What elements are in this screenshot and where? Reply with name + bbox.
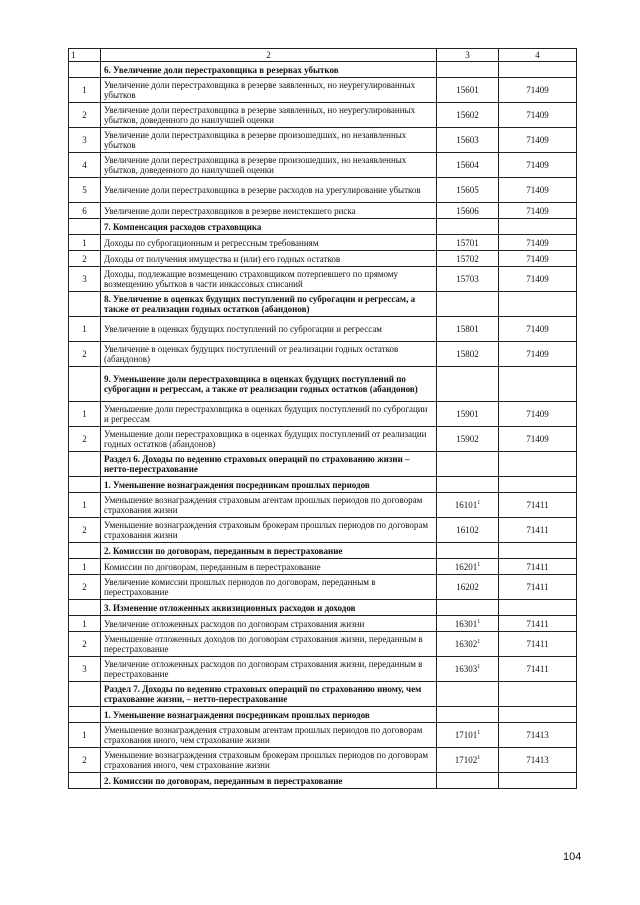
section-row: [69, 367, 577, 402]
row-description: [101, 493, 437, 518]
row-number-cell: [69, 452, 101, 477]
row-description-text: Увеличение в оценках будущих поступлений от реализации годных остатков (абандонов): [104, 344, 399, 364]
header-col-2: 2: [101, 49, 437, 62]
row-account: [499, 427, 577, 452]
row-account: [499, 251, 577, 267]
row-code-text: 16201: [454, 561, 478, 572]
row-account: [499, 518, 577, 543]
row-number-text: 3: [82, 664, 87, 674]
account-cell: [499, 543, 577, 559]
table-row: [69, 518, 577, 543]
section-title: [101, 477, 437, 493]
row-number-text: 2: [82, 110, 87, 120]
row-code-text: 15602: [456, 110, 479, 120]
row-account: [499, 493, 577, 518]
row-code: [437, 251, 499, 267]
section-title: [101, 62, 437, 78]
section-row: [69, 600, 577, 616]
row-description-text: Увеличение отложенных расходов по договорам страхования жизни, переданным в перестрахование: [104, 659, 423, 679]
row-code-text: 16102: [456, 525, 479, 535]
row-number-text: 1: [82, 85, 87, 95]
row-code-text: 17102: [454, 755, 478, 765]
row-code: [437, 78, 499, 103]
row-code-text: 15801: [456, 324, 479, 334]
section-title-text: 1. Уменьшение вознаграждения посредникам прошлых периодов: [104, 479, 370, 490]
row-number: [69, 559, 101, 575]
table-row: [69, 235, 577, 251]
table-row: [69, 657, 577, 682]
row-description: [101, 427, 437, 452]
code-cell: [437, 62, 499, 78]
row-code-text: 16202: [456, 582, 479, 592]
table-row: [69, 402, 577, 427]
row-number: [69, 203, 101, 219]
row-number: [69, 632, 101, 657]
code-cell: [437, 367, 499, 402]
section-title: [101, 292, 437, 317]
row-number: [69, 78, 101, 103]
row-number-text: 2: [82, 434, 87, 444]
row-description-text: Уменьшение доли перестраховщика в оценках будущих поступлений от реализации годных остатков (абандонов): [104, 429, 427, 449]
row-description: [101, 103, 437, 128]
table-row: [69, 342, 577, 367]
row-description: [101, 559, 437, 575]
row-code: [437, 402, 499, 427]
row-number: [69, 575, 101, 600]
table-row: [69, 78, 577, 103]
section-title: [101, 452, 437, 477]
footnote-mark: 1: [477, 639, 481, 645]
row-code-text: 15604: [456, 160, 479, 170]
row-code-text: 15901: [456, 409, 479, 419]
row-number: [69, 235, 101, 251]
row-number-text: 1: [82, 409, 87, 419]
row-number-text: 4: [82, 160, 87, 170]
row-account-text: 71413: [526, 755, 549, 765]
code-cell: [437, 477, 499, 493]
section-title-text: 3. Изменение отложенных аквизиционных расходов и доходов: [104, 602, 356, 613]
row-account-text: 71411: [526, 525, 549, 535]
row-number-text: 3: [82, 135, 87, 145]
header-col-4: 4: [499, 49, 577, 62]
row-account-text: 71409: [526, 324, 549, 334]
row-number-text: 2: [82, 349, 87, 359]
code-cell: [437, 773, 499, 789]
row-code: [437, 559, 499, 575]
row-account-text: 71411: [526, 639, 549, 649]
section-row: [69, 682, 577, 707]
row-account-text: 71409: [526, 274, 549, 284]
code-cell: [437, 219, 499, 235]
row-description: [101, 616, 437, 632]
row-account: [499, 342, 577, 367]
section-title-text: Раздел 7. Доходы по ведению страховых операций по страхованию иному, чем страхование жизни, – нетто-перестрахование: [104, 684, 422, 704]
row-code: [437, 317, 499, 342]
row-description-text: Уменьшение вознаграждения страховым агентам прошлых периодов по договорам страхования жизни: [104, 495, 423, 515]
row-code: [437, 235, 499, 251]
row-account: [499, 559, 577, 575]
row-account: [499, 575, 577, 600]
section-title-text: 2. Комиссии по договорам, переданным в перестрахование: [104, 775, 343, 786]
row-code: [437, 128, 499, 153]
row-account: [499, 317, 577, 342]
row-number-text: 6: [82, 205, 87, 216]
section-row: [69, 543, 577, 559]
row-description-text: Увеличение доли перестраховщика в резерве произошедших, но незаявленных убытков: [104, 130, 407, 150]
row-account: [499, 632, 577, 657]
row-number-text: 1: [82, 618, 87, 629]
row-description-text: Увеличение доли перестраховщика в резерве заявленных, но неурегулированных убытков, доведенного до наилучшей оценки: [104, 105, 416, 125]
row-account-text: 71409: [526, 185, 549, 195]
footnote-mark: 1: [477, 561, 481, 568]
row-account: [499, 128, 577, 153]
row-code: [437, 153, 499, 178]
row-account-text: 71409: [526, 160, 549, 170]
section-title-text: 7. Компенсация расходов страховщика: [104, 221, 262, 232]
row-description-text: Увеличение отложенных расходов по договорам страхования жизни: [104, 618, 365, 629]
section-row: [69, 219, 577, 235]
row-account-text: 71411: [526, 582, 549, 592]
row-description-text: Доходы по суброгационным и регрессным требованиям: [104, 237, 319, 248]
row-number: [69, 493, 101, 518]
row-account-text: 71409: [526, 205, 549, 216]
table-row: [69, 575, 577, 600]
table-row: [69, 103, 577, 128]
row-number-text: 2: [82, 253, 87, 264]
row-number-cell: [69, 682, 101, 707]
footnote-mark: 1: [477, 664, 481, 670]
row-number-text: 1: [82, 237, 87, 248]
row-number-cell: [69, 292, 101, 317]
row-account-text: 71411: [526, 618, 549, 629]
section-title-text: 1. Уменьшение вознаграждения посредникам прошлых периодов: [104, 709, 370, 720]
code-cell: [437, 682, 499, 707]
row-description: [101, 657, 437, 682]
row-account-text: 71409: [526, 349, 549, 359]
row-number: [69, 657, 101, 682]
row-account-text: 71409: [526, 135, 549, 145]
section-title-text: Раздел 6. Доходы по ведению страховых операций по страхованию жизни – нетто-перестрахование: [104, 454, 410, 474]
row-description-text: Доходы, подлежащие возмещению страховщиком потерпевшего по прямому возмещению убытков в части инкассовых списаний: [104, 269, 399, 289]
row-account-text: 71409: [526, 85, 549, 95]
row-code: [437, 518, 499, 543]
row-description: [101, 78, 437, 103]
row-account-text: 71409: [526, 253, 549, 264]
row-code: [437, 575, 499, 600]
row-number-text: 3: [82, 274, 87, 284]
account-cell: [499, 219, 577, 235]
row-description-text: Уменьшение вознаграждения страховым агентам прошлых периодов по договорам страхования иного, чем страхование жизни: [104, 725, 423, 745]
row-number-text: 1: [82, 500, 87, 510]
row-account-text: 71409: [526, 409, 549, 419]
row-number-text: 1: [82, 561, 87, 572]
row-number: [69, 616, 101, 632]
row-description-text: Увеличение в оценках будущих поступлений по суброгации и регрессам: [104, 324, 383, 334]
table-row: [69, 559, 577, 575]
row-number-cell: [69, 600, 101, 616]
row-number: [69, 153, 101, 178]
code-cell: [437, 292, 499, 317]
row-description: [101, 342, 437, 367]
table-row: [69, 251, 577, 267]
table-row: [69, 723, 577, 748]
row-account: [499, 616, 577, 632]
row-code: [437, 427, 499, 452]
row-number: [69, 317, 101, 342]
row-account-text: 71409: [526, 110, 549, 120]
row-account: [499, 267, 577, 292]
row-code-text: 15601: [456, 85, 479, 95]
row-description-text: Уменьшение вознаграждения страховым брокерам прошлых периодов по договорам страхования жизни: [104, 520, 429, 540]
account-cell: [499, 707, 577, 723]
row-account: [499, 153, 577, 178]
row-number: [69, 427, 101, 452]
table-row: [69, 128, 577, 153]
row-number-text: 2: [82, 639, 87, 649]
row-code: [437, 616, 499, 632]
section-title: [101, 367, 437, 402]
row-number-text: 5: [82, 185, 87, 195]
row-code-text: 15701: [456, 237, 479, 248]
row-code-text: 16303: [454, 664, 478, 674]
footnote-mark: 1: [477, 730, 481, 736]
section-title-text: 8. Увеличение в оценках будущих поступлений по суброгации и регрессам, а также от реализации годных остатков (абандонов): [104, 294, 416, 314]
row-account-text: 71411: [526, 500, 549, 510]
footnote-mark: 1: [477, 755, 481, 761]
row-number: [69, 178, 101, 203]
code-cell: [437, 600, 499, 616]
table-row: [69, 632, 577, 657]
section-title: [101, 682, 437, 707]
row-number: [69, 723, 101, 748]
row-account: [499, 78, 577, 103]
row-code: [437, 632, 499, 657]
row-account-text: 71411: [526, 664, 549, 674]
table-row: [69, 493, 577, 518]
row-number: [69, 267, 101, 292]
row-code: [437, 342, 499, 367]
section-title-text: 9. Уменьшение доли перестраховщика в оценках будущих поступлений по суброгации и регрессам, а также от реализации годных остатков (абандонов): [104, 374, 418, 394]
account-cell: [499, 292, 577, 317]
row-number: [69, 251, 101, 267]
section-row: [69, 477, 577, 493]
row-code-text: 15702: [456, 253, 479, 264]
code-cell: [437, 707, 499, 723]
row-description: [101, 235, 437, 251]
row-description: [101, 748, 437, 773]
row-account: [499, 203, 577, 219]
row-description: [101, 251, 437, 267]
table-row: [69, 153, 577, 178]
row-number-cell: [69, 707, 101, 723]
code-cell: [437, 452, 499, 477]
row-number: [69, 748, 101, 773]
row-number-text: 1: [82, 730, 87, 740]
row-description: [101, 203, 437, 219]
account-cell: [499, 452, 577, 477]
page-number: 104: [563, 851, 582, 863]
row-number-cell: [69, 62, 101, 78]
row-description: [101, 267, 437, 292]
section-title-text: 6. Увеличение доли перестраховщика в резервах убытков: [104, 64, 339, 75]
account-cell: [499, 62, 577, 78]
row-description-text: Увеличение доли перестраховщика в резерве заявленных, но неурегулированных убытков: [104, 80, 416, 100]
table-row: [69, 748, 577, 773]
section-row: [69, 773, 577, 789]
section-title: [101, 600, 437, 616]
row-account: [499, 402, 577, 427]
row-code-text: 15802: [456, 349, 479, 359]
row-account: [499, 103, 577, 128]
row-account-text: 71409: [526, 434, 549, 444]
row-number: [69, 128, 101, 153]
row-code: [437, 657, 499, 682]
table-row: [69, 203, 577, 219]
row-code: [437, 493, 499, 518]
row-number-cell: [69, 477, 101, 493]
row-account: [499, 657, 577, 682]
row-description: [101, 317, 437, 342]
account-cell: [499, 600, 577, 616]
row-description-text: Увеличение комиссии прошлых периодов по договорам, переданным в перестрахование: [104, 577, 376, 597]
section-title: [101, 219, 437, 235]
row-number-cell: [69, 773, 101, 789]
row-description: [101, 632, 437, 657]
section-row: [69, 62, 577, 78]
table-row: [69, 178, 577, 203]
row-description: [101, 723, 437, 748]
row-description-text: Комиссии по договорам, переданным в перестрахование: [104, 561, 321, 572]
row-description: [101, 575, 437, 600]
row-number-text: 1: [82, 324, 87, 334]
account-cell: [499, 682, 577, 707]
header-row: [69, 49, 577, 62]
account-cell: [499, 367, 577, 402]
row-description: [101, 128, 437, 153]
row-code-text: 15605: [456, 185, 479, 195]
row-code: [437, 267, 499, 292]
row-number-cell: [69, 367, 101, 402]
row-number-text: 2: [82, 525, 87, 535]
table-row: [69, 317, 577, 342]
row-description-text: Доходы от получения имущества и (или) его годных остатков: [104, 253, 341, 264]
row-number: [69, 518, 101, 543]
row-code: [437, 103, 499, 128]
table-row: [69, 616, 577, 632]
row-code: [437, 178, 499, 203]
row-account-text: 71411: [526, 561, 549, 572]
row-code-text: 15902: [456, 434, 479, 444]
row-code-text: 15703: [456, 274, 479, 284]
row-number: [69, 342, 101, 367]
row-number-cell: [69, 543, 101, 559]
row-code-text: 16301: [454, 618, 478, 629]
row-code-text: 15606: [456, 205, 479, 216]
row-number-text: 2: [82, 755, 87, 765]
account-cell: [499, 477, 577, 493]
section-title: [101, 707, 437, 723]
account-cell: [499, 773, 577, 789]
row-account: [499, 235, 577, 251]
row-description-text: Уменьшение вознаграждения страховым брокерам прошлых периодов по договорам страхования иного, чем страхование жизни: [104, 750, 429, 770]
header-col-1: 1: [69, 49, 101, 62]
table-row: [69, 267, 577, 292]
row-number-text: 2: [82, 582, 87, 592]
row-account-text: 71409: [526, 237, 549, 248]
header-col-3: 3: [437, 49, 499, 62]
row-code-text: 16302: [454, 639, 478, 649]
section-title: [101, 773, 437, 789]
row-number: [69, 402, 101, 427]
row-code: [437, 723, 499, 748]
row-description: [101, 153, 437, 178]
row-account: [499, 723, 577, 748]
row-number-cell: [69, 219, 101, 235]
row-account-text: 71413: [526, 730, 549, 740]
row-account: [499, 748, 577, 773]
row-description-text: Увеличение доли перестраховщика в резерве расходов на урегулирование убытков: [104, 185, 421, 195]
row-description-text: Уменьшение отложенных доходов по договорам страхования жизни, переданным в перестрахование: [104, 634, 423, 654]
accounts-table: [68, 48, 577, 789]
section-row: [69, 292, 577, 317]
footnote-mark: 1: [477, 500, 481, 506]
table-row: [69, 427, 577, 452]
row-number: [69, 103, 101, 128]
section-title-text: 2. Комиссии по договорам, переданным в перестрахование: [104, 545, 343, 556]
section-row: [69, 707, 577, 723]
section-title: [101, 543, 437, 559]
footnote-mark: 1: [477, 618, 481, 625]
row-code: [437, 748, 499, 773]
row-code-text: 17101: [454, 730, 478, 740]
row-description-text: Уменьшение доли перестраховщика в оценках будущих поступлений по суброгации и регрессам: [104, 404, 428, 424]
row-account: [499, 178, 577, 203]
row-description: [101, 402, 437, 427]
section-row: [69, 452, 577, 477]
row-code-text: 15603: [456, 135, 479, 145]
row-code-text: 16101: [454, 500, 478, 510]
row-description: [101, 518, 437, 543]
row-description-text: Увеличение доли перестраховщиков в резерве неистекшего риска: [104, 205, 356, 216]
row-description: [101, 178, 437, 203]
row-description-text: Увеличение доли перестраховщика в резерве произошедших, но незаявленных убытков, доведенного до наилучшей оценки: [104, 155, 407, 175]
code-cell: [437, 543, 499, 559]
row-code: [437, 203, 499, 219]
